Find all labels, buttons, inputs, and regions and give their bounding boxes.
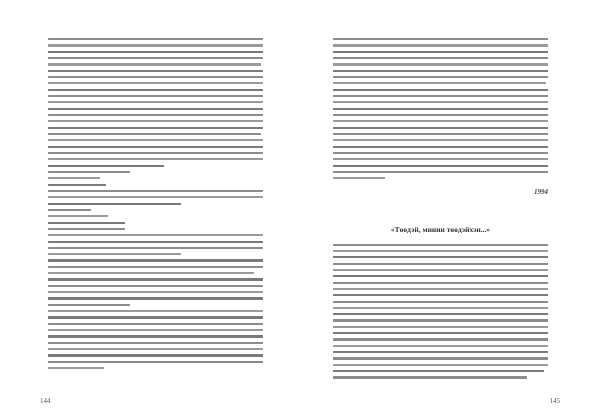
text-line [333, 288, 548, 290]
text-line [333, 256, 548, 258]
text-line [48, 70, 263, 72]
text-line [333, 139, 548, 141]
right-page [300, 0, 600, 419]
text-line [333, 345, 548, 347]
right-page-text-after-heading [333, 244, 548, 383]
text-line [333, 332, 548, 334]
text-line [48, 101, 263, 103]
text-line [333, 282, 548, 284]
text-line [48, 241, 263, 243]
left-page-body-text [48, 38, 263, 373]
text-line [48, 57, 263, 59]
text-line [333, 82, 546, 84]
text-line [333, 120, 548, 122]
text-line [48, 316, 263, 318]
text-line [48, 335, 263, 337]
text-line [333, 357, 548, 359]
text-line [333, 319, 548, 321]
text-line [48, 310, 263, 312]
text-line [48, 209, 91, 211]
text-line [333, 326, 548, 328]
text-line [48, 127, 263, 129]
text-line [48, 108, 263, 110]
dated-line: 1994 [534, 187, 548, 196]
text-line [48, 152, 263, 154]
text-line [48, 234, 263, 236]
text-line [48, 76, 263, 78]
text-line [333, 171, 548, 173]
text-line [48, 184, 106, 186]
text-line [48, 120, 263, 122]
text-line [333, 95, 548, 97]
text-line [333, 244, 548, 246]
text-line [333, 152, 548, 154]
text-line [48, 171, 130, 173]
text-line [333, 364, 548, 366]
text-line [333, 70, 548, 72]
text-line [48, 89, 263, 91]
text-line [48, 323, 263, 325]
text-line [333, 38, 548, 40]
text-line [333, 89, 548, 91]
text-line [48, 82, 263, 84]
text-line [48, 297, 263, 299]
text-line [48, 222, 125, 224]
right-page-number: 145 [549, 397, 560, 405]
text-line [48, 278, 263, 280]
text-line [48, 266, 263, 268]
text-line [48, 247, 263, 249]
text-line [48, 354, 263, 356]
text-line [333, 301, 548, 303]
text-line [48, 342, 263, 344]
text-line [333, 51, 548, 53]
text-line [333, 114, 548, 116]
text-line [48, 158, 263, 160]
text-line [333, 275, 548, 277]
text-line [333, 177, 385, 179]
text-line [333, 63, 548, 65]
text-line [333, 370, 544, 372]
left-page-number: 144 [40, 397, 51, 405]
section-title: «Төөдэй, минии төөдэйхэн...» [390, 224, 491, 234]
text-line [48, 38, 263, 40]
text-line [48, 228, 125, 230]
text-line [48, 196, 263, 198]
text-line [333, 250, 548, 252]
text-line [333, 57, 548, 59]
text-line [333, 263, 548, 265]
text-line [48, 203, 181, 205]
text-line [333, 101, 548, 103]
text-line [48, 146, 263, 148]
text-line [48, 285, 263, 287]
text-line [333, 269, 548, 271]
text-line [333, 133, 548, 135]
text-line [333, 294, 548, 296]
text-line [48, 114, 263, 116]
text-line [333, 165, 548, 167]
text-line [48, 177, 100, 179]
text-line [48, 367, 104, 369]
text-line [48, 259, 263, 261]
text-line [48, 253, 181, 255]
text-line [48, 139, 263, 141]
text-line [333, 307, 548, 309]
text-line [333, 351, 548, 353]
text-line [333, 76, 548, 78]
text-line [333, 108, 548, 110]
text-line [48, 63, 261, 65]
text-line [48, 95, 263, 97]
text-line [333, 158, 548, 160]
right-page-text-before-heading [333, 38, 548, 184]
text-line [48, 44, 263, 46]
text-line [333, 44, 548, 46]
right-page-body-text [333, 38, 548, 383]
text-line [333, 127, 548, 129]
text-line [48, 304, 130, 306]
text-line [48, 361, 263, 363]
text-line [333, 376, 527, 378]
text-line [48, 329, 263, 331]
text-line [48, 165, 164, 167]
text-line [333, 313, 548, 315]
text-line [48, 215, 108, 217]
text-line [48, 190, 263, 192]
text-line [48, 348, 263, 350]
text-line [48, 291, 263, 293]
text-line [48, 272, 254, 274]
text-line [333, 338, 548, 340]
text-line [333, 146, 548, 148]
text-line [48, 51, 263, 53]
text-line [48, 133, 261, 135]
